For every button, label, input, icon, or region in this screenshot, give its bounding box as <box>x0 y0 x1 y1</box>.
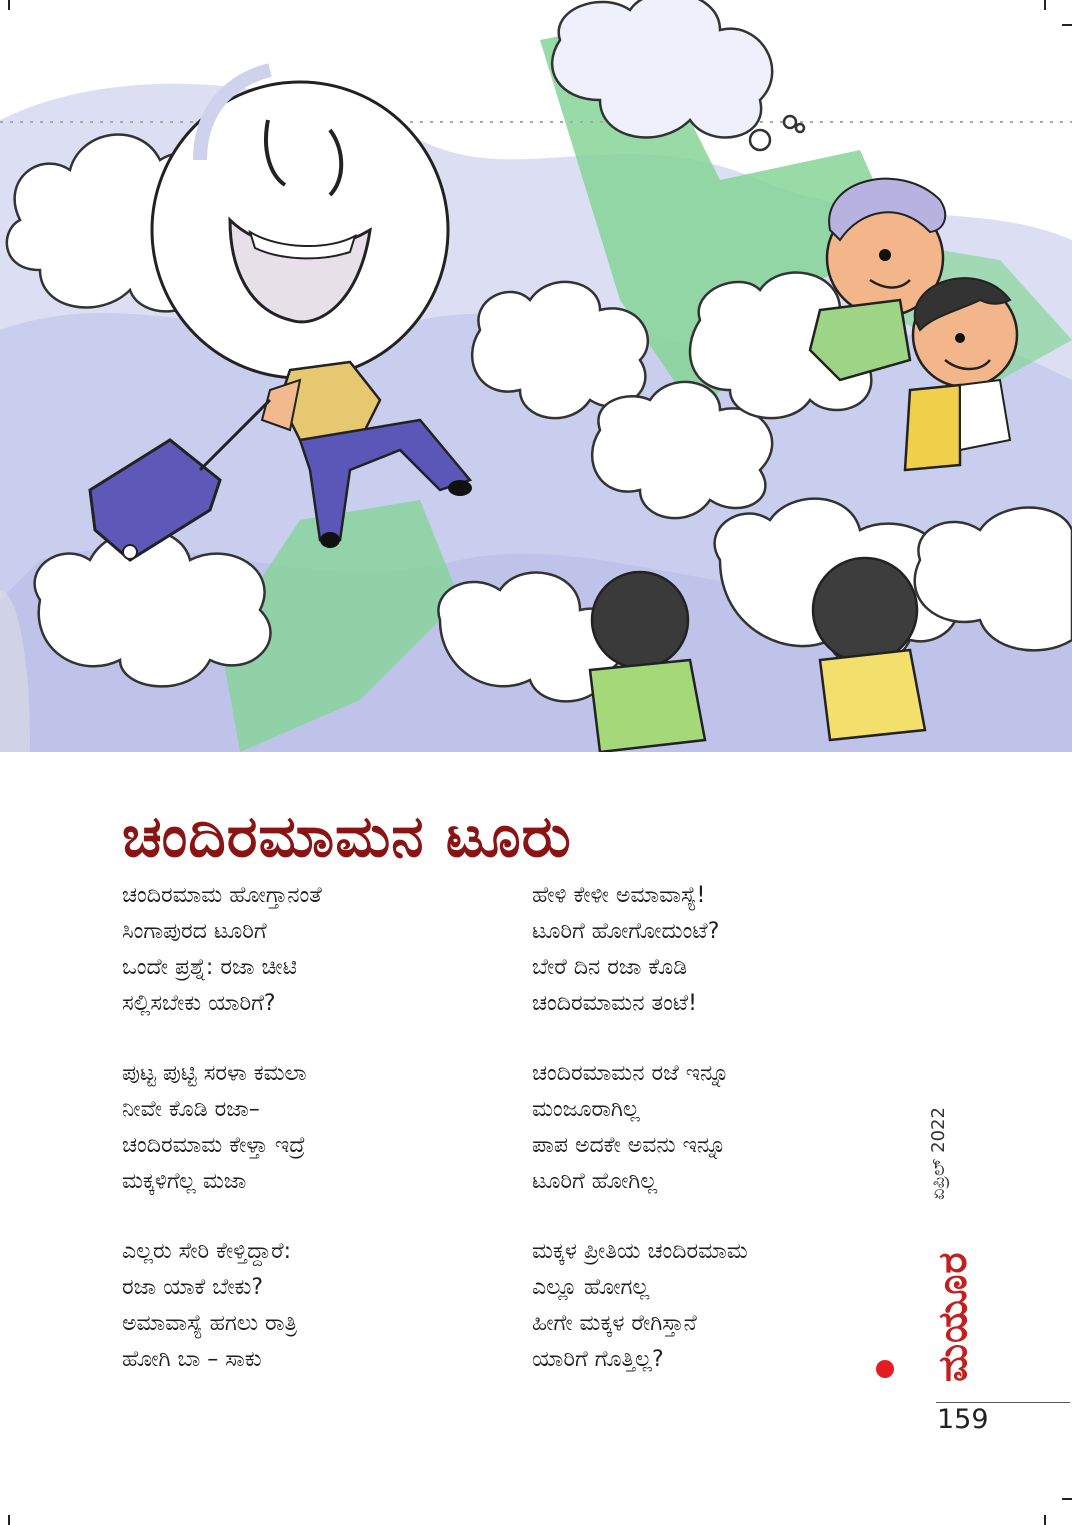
poem-line: ಚಂದಿರಮಾಮ ಹೋಗ್ತಾನಂತೆ <box>122 883 322 908</box>
poem-line: ಟೂರಿಗೆ ಹೋಗೋದುಂಟೆ? <box>532 919 720 944</box>
stanza-right-2 <box>532 1056 892 1200</box>
poem-line: ಹೋಗಿ ಬಾ – ಸಾಕು <box>122 1347 262 1372</box>
red-dot-icon <box>876 1360 894 1378</box>
poem-title: ಚಂದಿರಮಾಮನ ಟೂರು <box>122 802 572 870</box>
issue-month: ಏಪ್ರಿಲ್ 2022 <box>928 1107 949 1200</box>
poem-line: ಸಲ್ಲಿಸಬೇಕು ಯಾರಿಗೆ? <box>122 991 276 1016</box>
poem-line: ನೀವೇ ಕೊಡಿ ರಜಾ– <box>122 1097 260 1122</box>
stanza-left-3 <box>122 1234 482 1378</box>
poem-line: ಎಲ್ಲರು ಸೇರಿ ಕೇಳ್ತಿದ್ದಾರೆ: <box>122 1239 292 1264</box>
poem-line: ಪುಟ್ಟ ಪುಟ್ಟಿ ಸರಳಾ ಕಮಲಾ <box>122 1061 307 1086</box>
poem-line: ಚಂದಿರಮಾಮ ಕೇಳ್ತಾ ಇದ್ರೆ <box>122 1133 306 1158</box>
poem-line: ಹೀಗೇ ಮಕ್ಕಳ ರೇಗಿಸ್ತಾನೆ <box>532 1311 697 1336</box>
crop-mark-top-right <box>1044 0 1046 10</box>
poem-line: ಸಿಂಗಾಪುರದ ಟೂರಿಗೆ <box>122 919 267 944</box>
poem-line: ಬೇರೆ ದಿನ ರಜಾ ಕೊಡಿ <box>532 955 688 980</box>
stanza-right-3 <box>532 1234 892 1378</box>
poem-line: ಪಾಪ ಅದಕೇ ಅವನು ಇನ್ನೂ <box>532 1133 727 1158</box>
page-number-rule <box>936 1402 1070 1403</box>
poem-left-column <box>122 878 482 1412</box>
poem-line: ಮಂಜೂರಾಗಿಲ್ಲ <box>532 1097 640 1122</box>
crop-mark-right-top <box>1062 24 1072 26</box>
crop-mark-bottom-left <box>8 1515 10 1525</box>
poem-line: ಅಮಾವಾಸ್ಯೆ ಹಗಲು ರಾತ್ರಿ <box>122 1311 298 1336</box>
stanza-right-1 <box>532 878 892 1022</box>
poem-line: ಚಂದಿರಮಾಮನ ರಜೆ ಇನ್ನೂ <box>532 1061 730 1086</box>
crop-mark-top-left <box>8 0 10 10</box>
poem-line: ಎಲ್ಲೂ ಹೋಗಲ್ಲ <box>532 1275 650 1300</box>
poem-line: ಯಾರಿಗೆ ಗೊತ್ತಿಲ್ಲ? <box>532 1347 664 1372</box>
magazine-name: ಮಯೂರ <box>930 1251 976 1382</box>
cover-illustration <box>0 0 1072 752</box>
stanza-left-2 <box>122 1056 482 1200</box>
poem-line: ಮಕ್ಕಳ ಪ್ರೀತಿಯ ಚಂದಿರಮಾಮ <box>532 1239 748 1264</box>
crop-mark-bottom-right <box>1044 1515 1046 1525</box>
poem-line: ಮಕ್ಕಳಿಗೆಲ್ಲ ಮಜಾ <box>122 1169 247 1194</box>
crop-mark-right-bottom <box>1062 1498 1072 1500</box>
poem-right-column <box>532 878 892 1412</box>
stanza-left-1 <box>122 878 482 1022</box>
poem-line: ಹೇಳಿ ಕೇಳೀ ಅಮಾವಾಸ್ಯೆ! <box>532 883 706 908</box>
poem-line: ಚಂದಿರಮಾಮನ ತಂಟೆ! <box>532 991 697 1016</box>
poem-line: ಟೂರಿಗೆ ಹೋಗಿಲ್ಲ <box>532 1169 658 1194</box>
page-number: 159 <box>937 1404 989 1435</box>
poem-line: ರಜಾ ಯಾಕೆ ಬೇಕು? <box>122 1275 264 1300</box>
poem-line: ಒಂದೇ ಪ್ರಶ್ನೆ: ರಜಾ ಚೀಟಿ <box>122 955 298 980</box>
